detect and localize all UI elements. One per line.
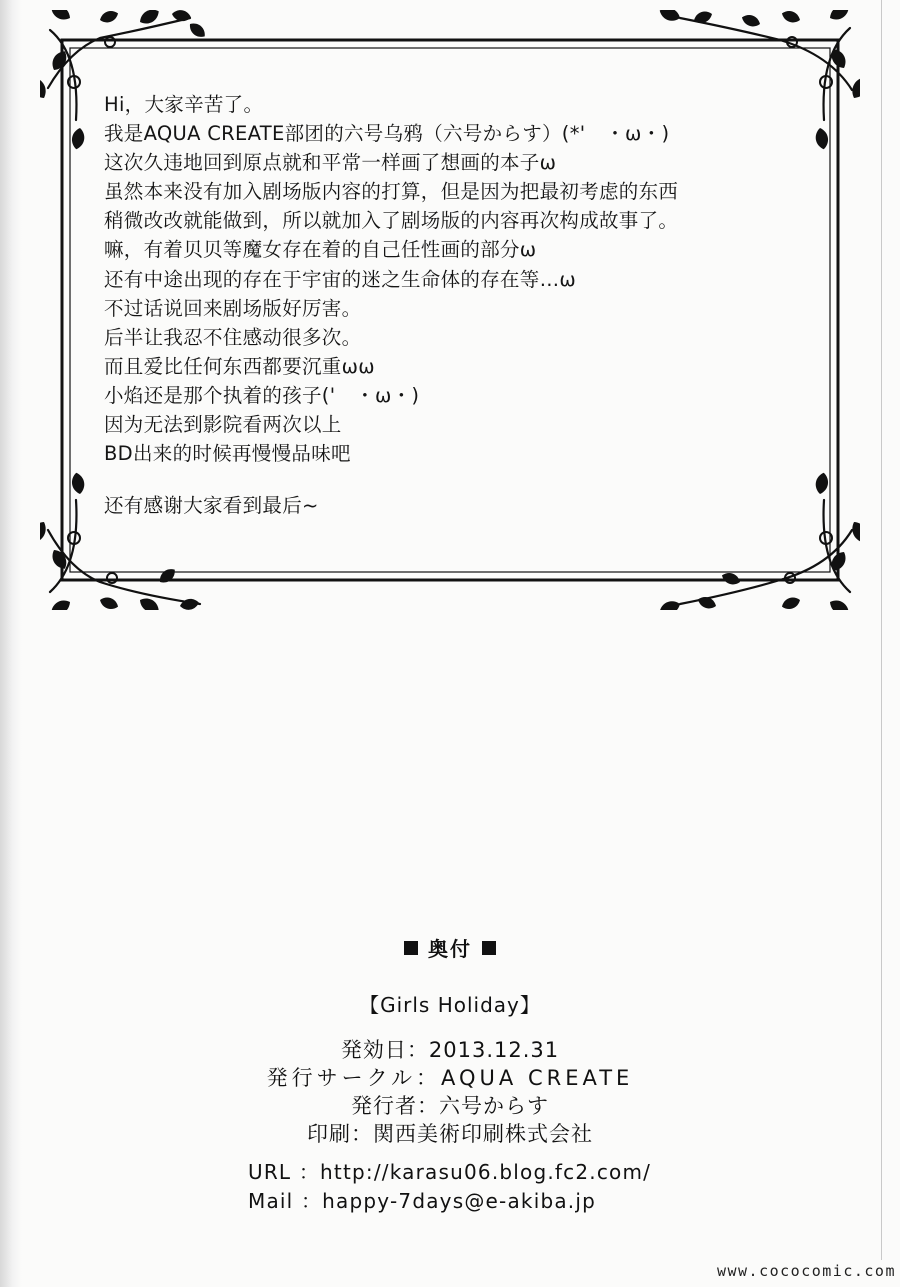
afterword-line: 小焰还是那个执着的孩子(' ・ω・) [104, 383, 420, 407]
afterword-line: 虽然本来没有加入剧场版内容的打算，但是因为把最初考虑的东西 [104, 180, 679, 204]
afterword-line: 还有感谢大家看到最后~ [104, 494, 319, 518]
page-edge-line [881, 0, 882, 1260]
afterword-line: 嘛，有着贝贝等魔女存在着的自己任性画的部分ω [104, 238, 537, 262]
book-title: 【Girls Holiday】 [359, 993, 541, 1017]
page-edge-shadow [0, 0, 22, 1287]
publication-info [190, 1036, 710, 1148]
afterword-line: Hi，大家辛苦了。 [104, 93, 264, 116]
afterword-line: 因为无法到影院看两次以上 [104, 413, 342, 437]
contact-info [248, 1158, 651, 1216]
black-square-icon [404, 941, 418, 955]
printer-name: 印刷：関西美術印刷株式会社 [307, 1122, 593, 1146]
afterword-line: 稍微改改就能做到，所以就加入了剧场版的内容再次构成故事了。 [104, 209, 679, 233]
afterword-line: 不过话说回来剧场版好厉害。 [104, 296, 362, 320]
afterword-spacer [104, 468, 804, 491]
mail-link[interactable]: Mail ：happy-7days@e-akiba.jp [248, 1189, 597, 1213]
publisher-name: 発行者：六号からす [351, 1094, 549, 1118]
afterword-line: 这次久违地回到原点就和平常一样画了想画的本子ω [104, 151, 557, 175]
url-link[interactable]: URL ：http://karasu06.blog.fc2.com/ [248, 1160, 652, 1184]
circle-name: 発行サークル：AQUA CREATE [266, 1066, 634, 1090]
black-square-icon [482, 941, 496, 955]
colophon-heading [0, 933, 900, 962]
afterword-line: 而且爱比任何东西都要沉重ωω [104, 354, 375, 378]
afterword-line: BD出来的时候再慢慢品味吧 [104, 442, 351, 466]
afterword-line: 后半让我忍不住感动很多次。 [104, 325, 362, 349]
watermark: www.cococomic.com [716, 1262, 896, 1280]
issue-date: 発効日：2013.12.31 [340, 1038, 560, 1062]
afterword-line: 我是AQUA CREATE部团的六号乌鸦（六号からす）(*' ・ω・) [104, 122, 670, 146]
afterword-text [104, 90, 804, 520]
afterword-line: 还有中途出现的存在于宇宙的迷之生命体的存在等…ω [104, 267, 577, 291]
colophon-heading-text: 奥付 [428, 937, 472, 961]
